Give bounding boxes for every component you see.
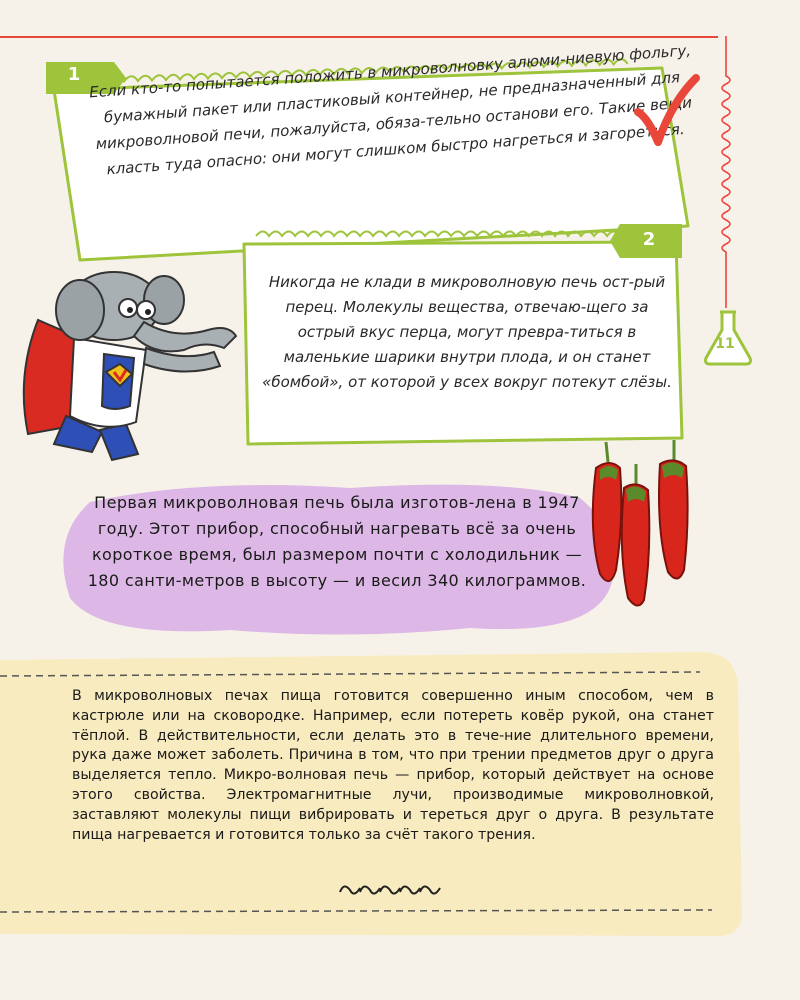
- note2-number: 2: [642, 229, 656, 250]
- elephant-superhero-illustration: [14, 266, 244, 466]
- checkmark-icon: [632, 72, 702, 152]
- top-rule: [0, 36, 718, 38]
- note1-number: 1: [67, 64, 81, 85]
- body-text: В микроволновых печах пища готовится совершенно иным способом, чем в кастрюле или на сковородке. Например, если потереть ковёр рукой, она станет тёплой. В действительности, если делать это в тече-ние длительного времени, рука даже может заболеть. Причина в том, что при трении предметов друг о друга выделяется тепло. Микро-волновая печь — прибор, который действует на основе этого свойства. Электромагнитные лучи, производимые микроволновкой, заставляют молекулы пищи вибрировать и тереться друг о друга. В результате пища нагревается и готовится только за счёт такого трения.: [72, 688, 714, 843]
- fact-text: Первая микроволновая печь была изготов-лена в 1947 году. Этот прибор, способный нагревать всё за очень короткое время, был размером почти с холодильник — 180 санти-метров в высоту — и весил 340 килограммов.: [87, 493, 587, 590]
- page-number: 11: [715, 336, 735, 352]
- note2-text: Никогда не клади в микроволновую печь ост-рый перец. Молекулы вещества, отвечаю-щего за острый вкус перца, могут превра-титься в маленькие шарики внутри плода, и он станет «бомбой», от которой у всех вокруг потекут слёзы.: [262, 273, 672, 391]
- note1-text: Если кто-то попытается положить в микроволновку алюми-ниевую фольгу, бумажный пакет или пластиковый контейнер, не предназначенный для микроволновой печи, пожалуйста, обяза-тельно останови его. Такие вещи класть туда опасно: они могут слишком быстро нагреться и загореться.: [88, 41, 693, 179]
- chili-peppers-illustration: [570, 440, 700, 610]
- wave-ornament-icon: [336, 880, 446, 900]
